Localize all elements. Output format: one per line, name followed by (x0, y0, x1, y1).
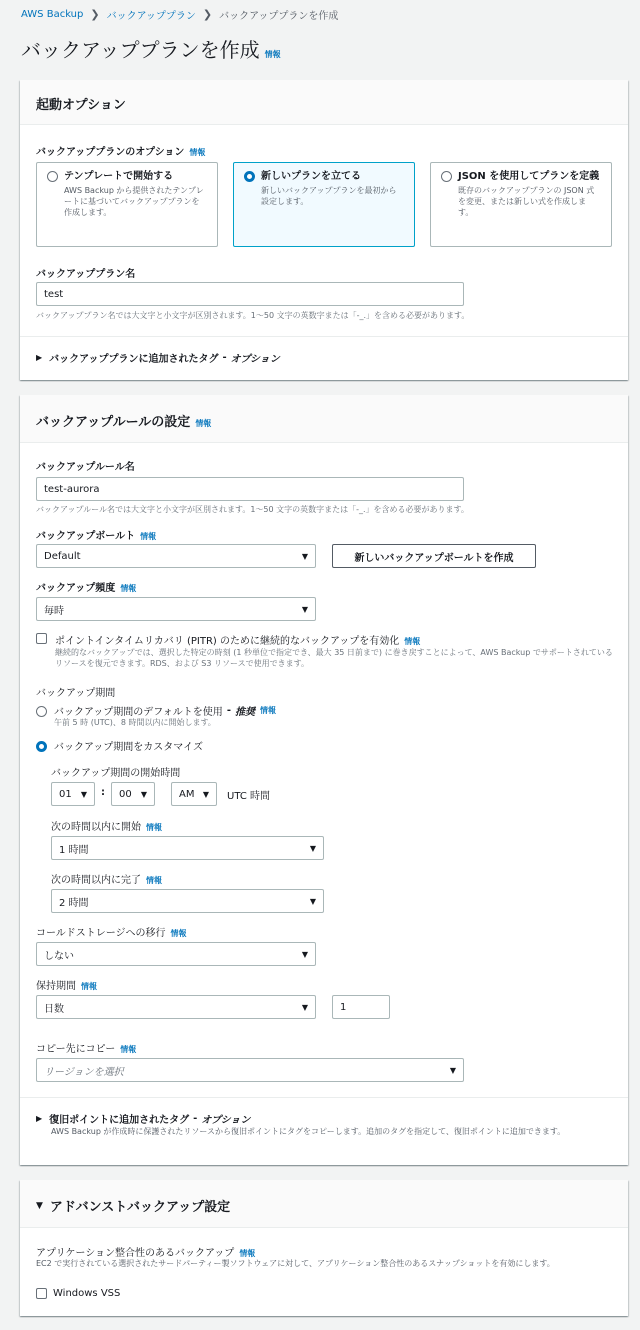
tile-new-plan-title: 新しいプランを立てる (261, 171, 361, 182)
copy-info-link[interactable]: 情報 (120, 1045, 137, 1054)
copy-label (36, 1040, 136, 1055)
pitr-info-link[interactable]: 情報 (404, 637, 421, 646)
rp-tags-hint: AWS Backup が作成時に保護されたリソースから復旧ポイントにタグをコピーします。追加のタグを指定して、復旧ポイントに追加できます。 (51, 1127, 566, 1136)
complete-within-label-text: 次の時間以内に完了 (51, 875, 141, 886)
caret-right-icon: ▶ (36, 353, 43, 362)
complete-within-label (51, 871, 162, 886)
cold-storage-label-text: コールドストレージへの移行 (36, 928, 166, 939)
hour-value: 01 (59, 788, 72, 800)
ampm-select[interactable] (171, 782, 217, 806)
vault-select[interactable] (36, 544, 316, 568)
copy-label-text: コピー先にコピー (36, 1044, 116, 1055)
freq-select[interactable] (36, 597, 316, 621)
tile-template-title: テンプレートで開始する (64, 171, 174, 182)
plan-options-label (36, 143, 205, 158)
breadcrumb (21, 7, 338, 22)
window-custom-label: バックアップ期間をカスタマイズ (54, 742, 203, 753)
radio-window-default[interactable] (36, 706, 47, 717)
dash-separator: - (226, 705, 231, 716)
app-consistent-label (36, 1244, 255, 1259)
page-title-text: バックアッププランを作成 (21, 38, 260, 62)
start-within-label (51, 818, 162, 833)
rule-name-label: バックアップルール名 (36, 462, 135, 473)
pitr-hint: 継続的なバックアップでは、選択した特定の時刻 (1 秒単位で指定でき、最大 35 日前まで) に巻き戻すことによって、AWS Backup でサポートされているリソースを復元できます。RDS、および S3 リソースで使用できます。 (55, 648, 613, 668)
freq-label-text: バックアップ頻度 (36, 583, 116, 594)
startup-options-title: 起動オプション (36, 98, 126, 113)
startup-options-panel (20, 80, 628, 380)
start-within-label-text: 次の時間以内に開始 (51, 822, 141, 833)
advanced-title[interactable] (36, 1196, 230, 1215)
vault-info-link[interactable]: 情報 (140, 532, 157, 541)
caret-down-icon: ▼ (301, 551, 308, 561)
pitr-label: ポイントインタイムリカバリ (PITR) のために継続的なバックアップを有効化 (55, 636, 400, 647)
retention-label (36, 977, 97, 992)
caret-down-icon: ▼ (309, 843, 316, 853)
hour-select[interactable] (51, 782, 95, 806)
tile-json-title: JSON を使用してプランを定義 (458, 171, 600, 182)
start-within-select[interactable] (51, 836, 324, 860)
vault-label (36, 527, 156, 542)
timezone-label: UTC 時間 (227, 791, 271, 802)
page-title (21, 34, 281, 63)
plan-tags-label: バックアッププランに追加されたタグ (49, 354, 219, 365)
breadcrumb-root-link[interactable]: AWS Backup (21, 9, 84, 20)
caret-down-icon: ▼ (140, 789, 147, 799)
app-consistent-label-text: アプリケーション整合性のあるバックアップ (36, 1248, 235, 1259)
freq-info-link[interactable]: 情報 (120, 584, 137, 593)
radio-new-plan[interactable] (244, 171, 255, 182)
create-vault-button[interactable]: 新しいバックアップボールトを作成 (332, 544, 536, 568)
advanced-panel (20, 1180, 628, 1316)
backup-rule-info-link[interactable]: 情報 (195, 419, 212, 428)
caret-down-icon: ▼ (36, 1200, 43, 1211)
complete-within-info-link[interactable]: 情報 (146, 876, 162, 885)
time-colon: : (101, 787, 105, 798)
start-within-value: 1 時間 (59, 844, 89, 856)
plan-name-hint: バックアッププラン名では大文字と小文字が区別されます。1〜50 文字の英数字または「-_.」を含める必要があります。 (36, 311, 470, 320)
divider (20, 1097, 628, 1098)
caret-down-icon: ▼ (202, 789, 209, 799)
cold-storage-info-link[interactable]: 情報 (170, 929, 187, 938)
breadcrumb-current: バックアッププランを作成 (219, 11, 339, 22)
windows-vss-checkbox[interactable] (36, 1288, 47, 1299)
window-label: バックアップ期間 (36, 688, 116, 699)
dash-separator: - (222, 352, 227, 363)
window-custom-option[interactable] (36, 738, 203, 753)
windows-vss-option[interactable] (36, 1288, 120, 1299)
plan-name-label: バックアッププラン名 (36, 269, 136, 280)
rule-name-input[interactable]: test-aurora (36, 477, 464, 501)
chevron-right-icon: ❯ (90, 8, 100, 21)
radio-window-custom[interactable] (36, 741, 47, 752)
backup-rule-panel (20, 395, 628, 1165)
complete-within-select[interactable] (51, 889, 324, 913)
caret-down-icon: ▼ (301, 604, 308, 614)
plan-tags-optional: オプション (230, 354, 280, 365)
start-within-info-link[interactable]: 情報 (146, 823, 162, 832)
rp-tags-label: 復旧ポイントに追加されたタグ (49, 1115, 190, 1126)
retention-unit-value: 日数 (44, 1003, 64, 1015)
plan-options-info-link[interactable]: 情報 (189, 148, 206, 157)
copy-region-select[interactable] (36, 1058, 464, 1082)
retention-value-input[interactable]: 1 (332, 995, 390, 1019)
app-consistent-info-link[interactable]: 情報 (239, 1249, 256, 1258)
cold-storage-label (36, 924, 187, 939)
tile-new-plan-desc: 新しいバックアッププランを最初から設定します。 (261, 186, 397, 206)
window-default-option[interactable] (36, 703, 276, 718)
caret-down-icon: ▼ (301, 949, 308, 959)
startup-options-header (20, 80, 628, 125)
dash-separator: - (193, 1113, 198, 1124)
rp-tags-expander[interactable] (36, 1111, 250, 1126)
chevron-right-icon: ❯ (202, 8, 213, 21)
vault-select-value: Default (44, 550, 81, 562)
caret-down-icon: ▼ (301, 1002, 308, 1012)
plan-name-input[interactable]: test (36, 282, 464, 306)
complete-within-value: 2 時間 (59, 897, 89, 909)
rp-tags-optional: オプション (201, 1115, 251, 1126)
minute-select[interactable] (111, 782, 155, 806)
caret-down-icon: ▼ (80, 789, 87, 799)
window-default-recommended: 推奨 (234, 707, 255, 718)
retention-unit-select[interactable] (36, 995, 316, 1019)
window-default-info-link[interactable]: 情報 (259, 706, 276, 715)
tile-new-plan[interactable] (233, 162, 415, 247)
copy-region-placeholder: リージョンを選択 (44, 1066, 124, 1078)
cold-storage-select[interactable] (36, 942, 316, 966)
tile-json-desc: 既存のバックアッププランの JSON 式を変更、または新しい式を作成します。 (458, 186, 595, 217)
plan-tags-expander[interactable] (36, 350, 280, 365)
caret-down-icon: ▼ (449, 1065, 456, 1075)
pitr-label-wrap (55, 632, 420, 647)
breadcrumb-parent-link[interactable]: バックアッププラン (106, 11, 196, 22)
tile-template[interactable] (36, 162, 218, 247)
ampm-value: AM (179, 788, 195, 800)
cold-storage-value: しない (44, 950, 74, 962)
start-time-label: バックアップ期間の開始時間 (51, 768, 181, 779)
window-default-label: バックアップ期間のデフォルトを使用 (54, 707, 223, 718)
vault-label-text: バックアップボールト (36, 531, 136, 542)
retention-info-link[interactable]: 情報 (81, 982, 97, 991)
tile-template-desc: AWS Backup から提供されたテンプレートに基づいてバックアッププランを作成します。 (64, 186, 204, 217)
freq-label (36, 579, 136, 594)
tile-json[interactable] (430, 162, 612, 247)
freq-select-value: 毎時 (44, 605, 64, 617)
backup-rule-header (20, 395, 628, 443)
divider (20, 336, 628, 337)
app-consistent-hint: EC2 で実行されている選択されたサードパーティー製ソフトウェアに対して、アプリケーション整合性のあるスナップショットを有効にします。 (36, 1259, 555, 1268)
radio-template[interactable] (47, 171, 58, 182)
advanced-header[interactable] (20, 1180, 628, 1228)
caret-down-icon: ▼ (309, 896, 316, 906)
pitr-row[interactable] (36, 632, 420, 647)
window-default-hint: 午前 5 時 (UTC)、8 時間以内に開始します。 (54, 718, 216, 727)
advanced-title-text: アドバンストバックアップ設定 (49, 1200, 231, 1215)
windows-vss-label: Windows VSS (53, 1288, 121, 1299)
pitr-checkbox[interactable] (36, 633, 47, 644)
backup-rule-title (36, 411, 211, 430)
retention-label-text: 保持期間 (36, 981, 76, 992)
plan-options-label-text: バックアッププランのオプション (36, 147, 185, 158)
minute-value: 00 (119, 788, 132, 800)
page-info-link[interactable]: 情報 (264, 50, 281, 59)
rule-name-hint: バックアップルール名では大文字と小文字が区別されます。1〜50 文字の英数字または「-_.」を含める必要があります。 (36, 505, 469, 514)
caret-right-icon: ▶ (36, 1114, 43, 1123)
radio-json[interactable] (441, 171, 452, 182)
backup-rule-title-text: バックアップルールの設定 (36, 415, 191, 430)
